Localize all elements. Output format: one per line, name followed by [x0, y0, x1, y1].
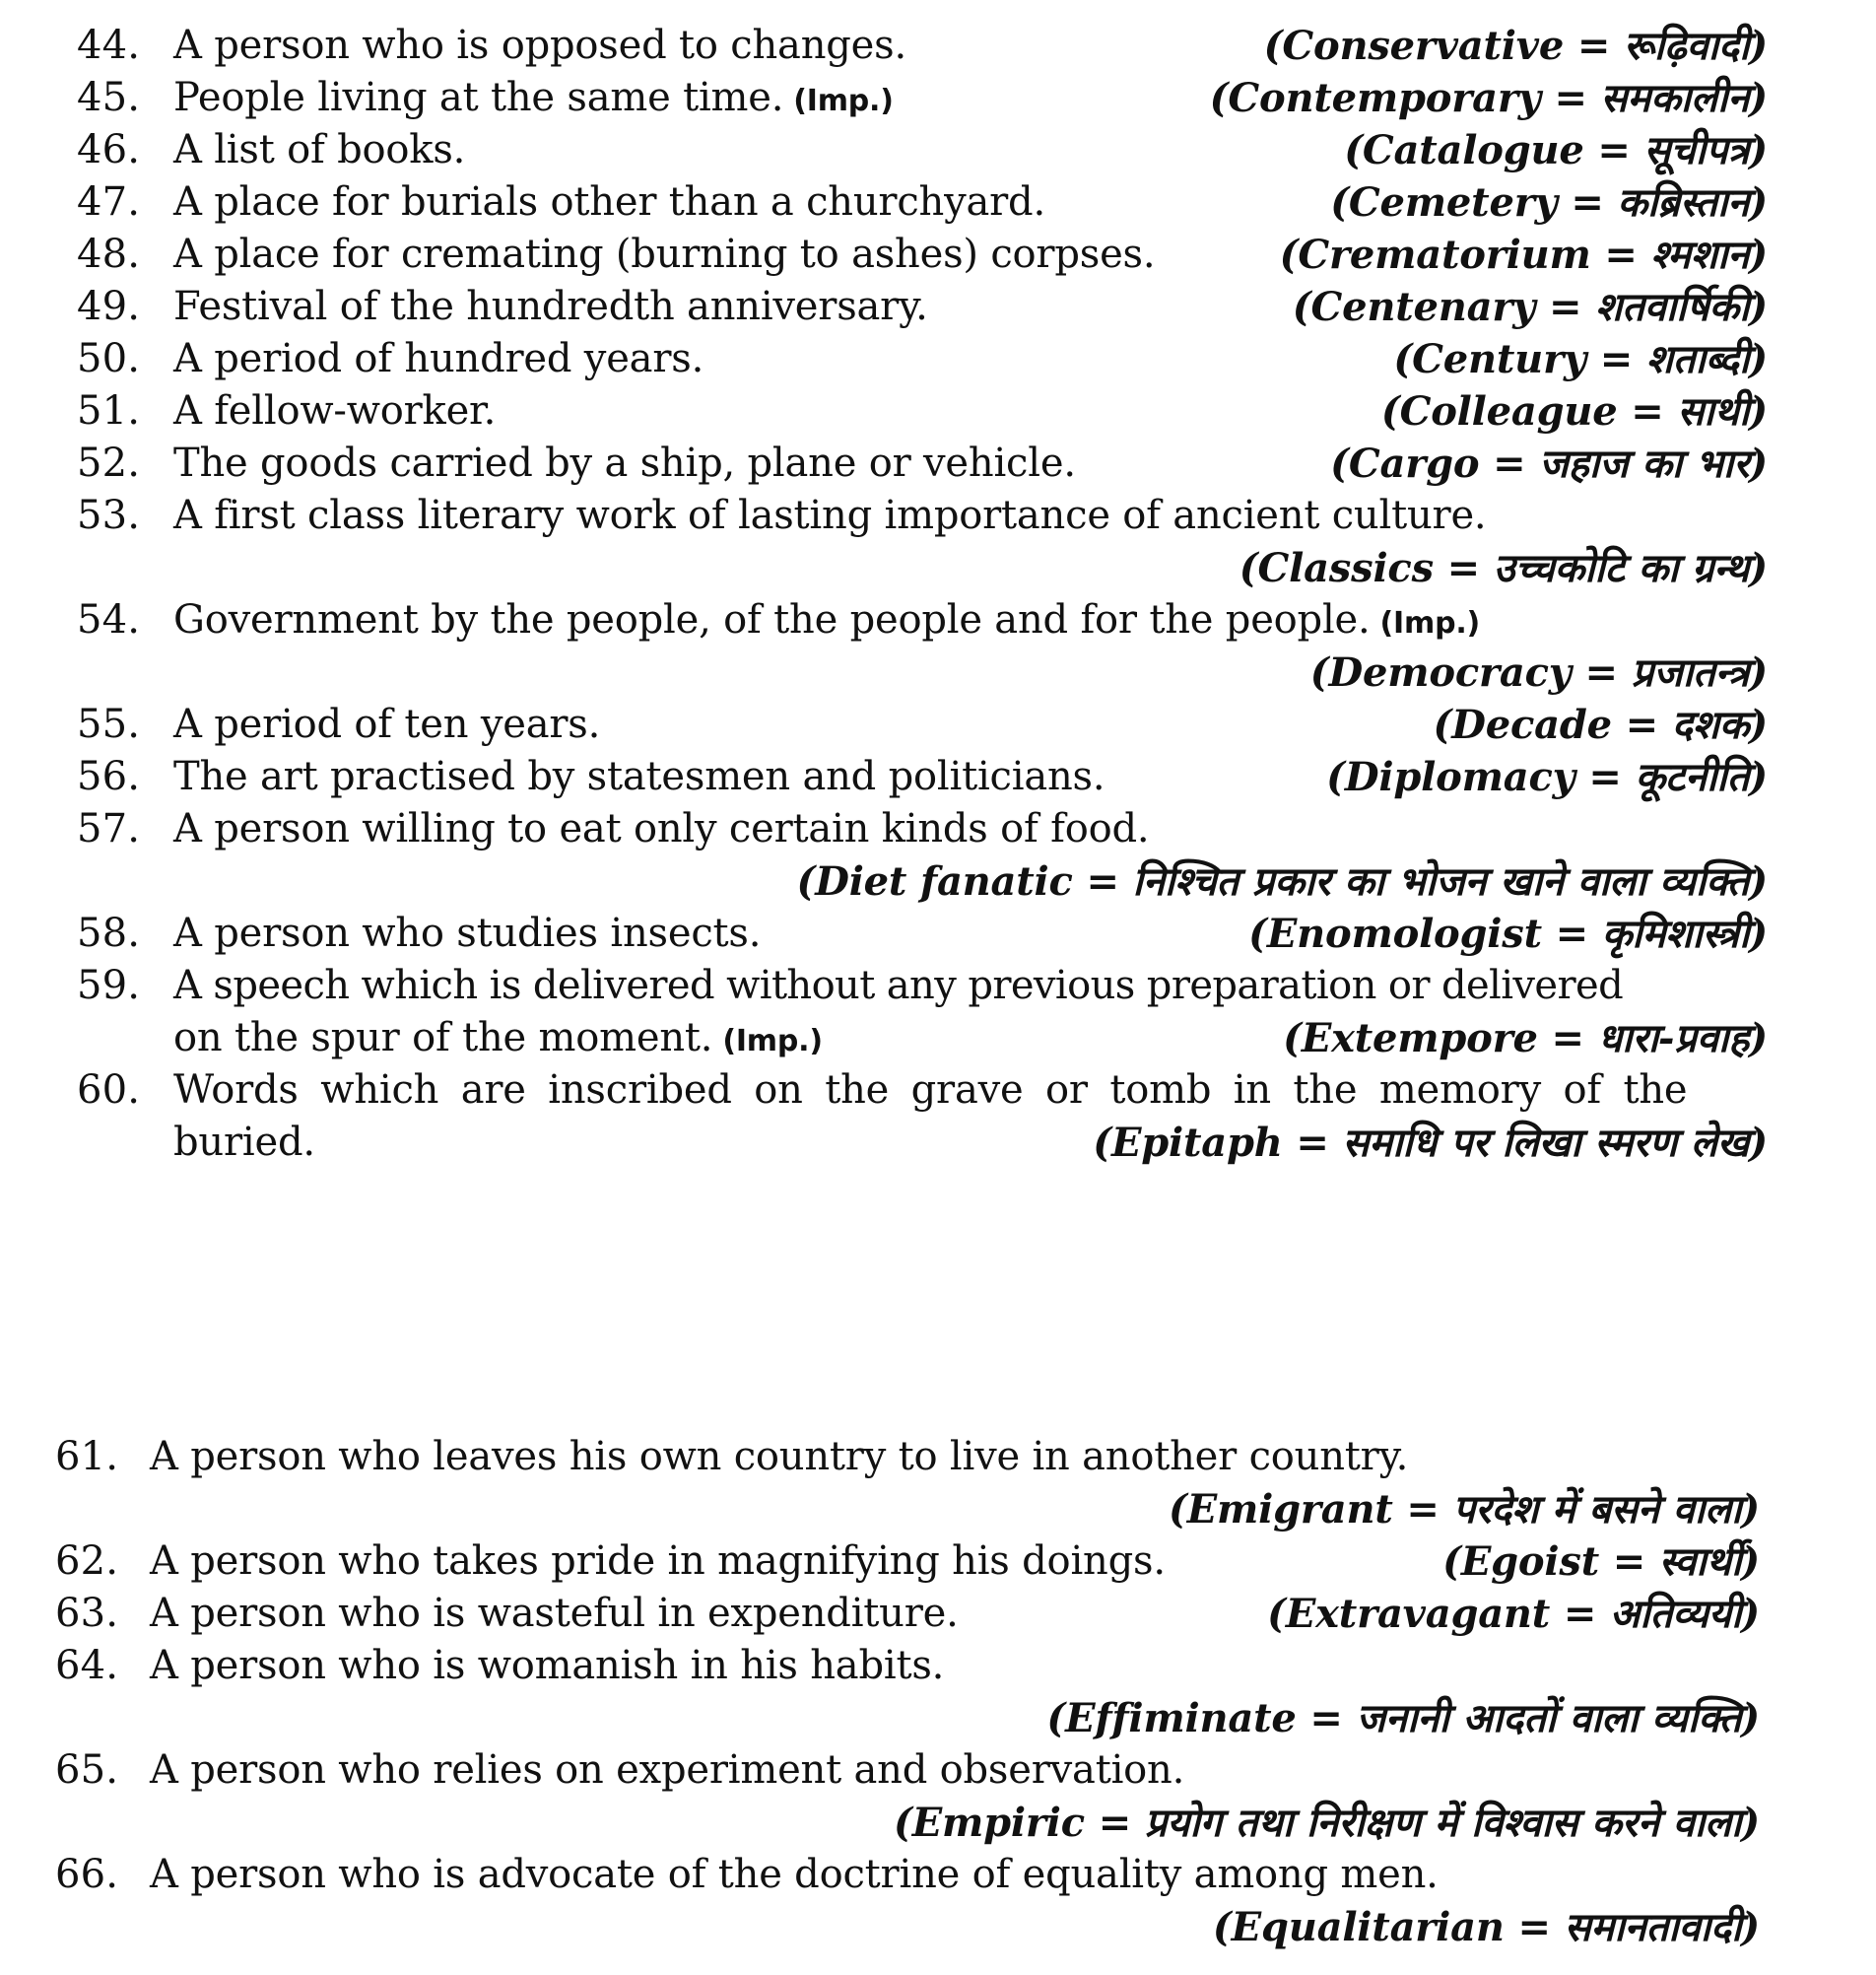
answer-word: Centenary	[1310, 284, 1536, 330]
open-paren: (	[1442, 1538, 1461, 1585]
item-definition	[173, 20, 906, 72]
answer-hindi: समानतावादी	[1564, 1904, 1742, 1950]
item-number: 53.	[77, 493, 141, 538]
item-answer	[1330, 176, 1768, 229]
open-paren: (	[1309, 649, 1329, 696]
answer-hindi: कूटनीति	[1635, 754, 1750, 800]
close-paren: )	[1749, 75, 1768, 121]
answer-hindi: प्रजातन्त्र	[1631, 649, 1750, 696]
list-item	[0, 72, 1876, 124]
close-paren: )	[1749, 441, 1768, 487]
answer-word: Democracy	[1328, 649, 1572, 696]
answer-line	[0, 1797, 1876, 1849]
item-definition	[173, 594, 1480, 649]
item-definition	[173, 333, 704, 385]
one-word-list-part-b	[0, 1431, 1876, 1953]
item-answer	[1240, 542, 1768, 594]
close-paren: )	[1749, 649, 1768, 696]
answer-word: Effiminate	[1065, 1695, 1297, 1741]
answer-line	[0, 647, 1876, 699]
answer-word: Extravagant	[1285, 1591, 1551, 1637]
answer-word: Century	[1412, 336, 1586, 382]
close-paren: )	[1749, 545, 1768, 591]
open-paren: (	[1267, 1591, 1286, 1637]
entries-61-66	[0, 1431, 1876, 1953]
answer-word: Diplomacy	[1344, 754, 1575, 800]
definition-line	[0, 1744, 1876, 1797]
close-paren: )	[1741, 1800, 1760, 1846]
definition-text: Government by the people, of the people and for the people.	[173, 597, 1371, 643]
item-definition	[150, 1640, 944, 1692]
answer-hindi: श्मशान	[1650, 232, 1750, 278]
equals-sign: =	[1554, 75, 1587, 121]
open-paren: (	[1248, 911, 1267, 957]
item-definition	[173, 229, 1155, 281]
close-paren: )	[1749, 858, 1768, 905]
answer-line	[0, 1901, 1876, 1953]
close-paren: )	[1741, 1538, 1760, 1585]
list-item	[0, 699, 1876, 751]
item-answer	[1248, 908, 1768, 960]
item-answer	[1330, 438, 1768, 490]
item-definition	[173, 72, 894, 127]
item-number: 51.	[77, 388, 141, 434]
definition-text: A place for cremating (burning to ashes) corpses.	[173, 232, 1156, 277]
equals-sign: =	[1563, 1591, 1597, 1637]
open-paren: (	[1330, 441, 1349, 487]
answer-word: Empiric	[911, 1800, 1085, 1846]
close-paren: )	[1741, 1486, 1760, 1532]
list-item-60	[0, 1064, 1876, 1169]
equals-sign: =	[1631, 388, 1664, 435]
answer-word: Classics	[1257, 545, 1434, 591]
answer-word: Decade	[1451, 702, 1612, 748]
item-number: 61.	[55, 1434, 119, 1479]
definition-text: A person who leaves his own country to live in another country.	[150, 1434, 1409, 1479]
definition-text: A fellow-worker.	[173, 388, 497, 434]
open-paren: (	[796, 858, 816, 905]
equals-sign: =	[1309, 1695, 1343, 1741]
close-paren: )	[1749, 388, 1768, 435]
list-item	[0, 490, 1876, 594]
definition-line	[0, 438, 1876, 490]
definition-text: A first class literary work of lasting importance of ancient culture.	[173, 493, 1487, 538]
item-answer	[1381, 385, 1768, 438]
answer-line	[0, 855, 1876, 908]
open-paren: (	[1263, 23, 1283, 69]
definition-line	[0, 20, 1876, 72]
item-answer	[1393, 333, 1768, 385]
item-number: 59.	[77, 963, 141, 1008]
equals-sign: =	[1597, 127, 1631, 173]
equals-sign: =	[1549, 284, 1582, 330]
definition-text: A list of books.	[173, 127, 466, 172]
definition-text: People living at the same time.	[173, 75, 784, 120]
item-definition	[173, 124, 465, 176]
answer-word: Contemporary	[1228, 75, 1541, 121]
definition-line	[0, 72, 1876, 124]
definition-text: on the spur of the moment.	[173, 1015, 713, 1060]
item-definition-line-2	[173, 1012, 823, 1067]
close-paren: )	[1749, 284, 1768, 330]
list-item	[0, 1588, 1876, 1640]
entries-44-58	[0, 20, 1876, 960]
list-item	[0, 20, 1876, 72]
answer-word: Equalitarian	[1231, 1904, 1505, 1950]
item-number: 50.	[77, 336, 141, 381]
item-number: 47.	[77, 179, 141, 225]
item-number: 44.	[77, 23, 141, 68]
definition-line	[0, 594, 1876, 647]
definition-line	[0, 1588, 1876, 1640]
answer-hindi: दशक	[1671, 702, 1750, 748]
definition-line	[0, 1535, 1876, 1588]
open-paren: (	[1279, 232, 1299, 278]
open-paren: (	[1046, 1695, 1066, 1741]
answer-hindi: समकालीन	[1600, 75, 1750, 121]
item-number: 58.	[77, 911, 141, 956]
list-item-59	[0, 960, 1876, 1064]
important-tag: (Imp.)	[722, 1024, 823, 1058]
equals-sign: =	[1406, 1486, 1440, 1532]
definition-text: A period of ten years.	[173, 702, 601, 747]
item-number: 66.	[55, 1852, 119, 1897]
equals-sign: =	[1517, 1904, 1551, 1950]
list-item	[0, 229, 1876, 281]
item-definition	[150, 1744, 1184, 1797]
answer-word: Emigrant	[1186, 1486, 1393, 1532]
one-word-list-part-a	[0, 20, 1876, 1169]
item-answer	[1210, 72, 1768, 124]
equals-sign: =	[1555, 911, 1588, 957]
definition-text: A person who is opposed to changes.	[173, 23, 906, 68]
important-tag: (Imp.)	[1379, 606, 1481, 641]
equals-sign: =	[1612, 1538, 1646, 1585]
list-item	[0, 1535, 1876, 1588]
close-paren: )	[1749, 179, 1768, 226]
item-definition-line-1: A speech which is delivered without any previous preparation or delivered	[173, 963, 1624, 1008]
answer-hindi: रूढ़िवादी	[1623, 23, 1750, 69]
definition-line	[0, 803, 1876, 855]
item-answer	[1310, 647, 1768, 699]
item-number: 48.	[77, 232, 141, 277]
answer-word: Egoist	[1460, 1538, 1599, 1585]
definition-text: A person who relies on experiment and observation.	[150, 1747, 1185, 1793]
definition-line	[0, 699, 1876, 751]
answer-hindi: परदेश में बसने वाला	[1452, 1486, 1742, 1532]
answer-word: Cemetery	[1348, 179, 1558, 226]
close-paren: )	[1749, 336, 1768, 382]
list-item	[0, 124, 1876, 176]
equals-sign: =	[1588, 754, 1622, 800]
answer-line	[0, 542, 1876, 594]
open-paren: (	[1344, 127, 1363, 173]
definition-line	[0, 908, 1876, 960]
definition-text: The art practised by statesmen and politicians.	[173, 754, 1106, 799]
item-definition	[173, 699, 600, 751]
answer-line	[0, 1692, 1876, 1744]
item-number: 49.	[77, 284, 141, 329]
open-paren: (	[1292, 284, 1311, 330]
equals-sign: =	[1576, 23, 1611, 69]
answer-hindi: सूचीपत्र	[1643, 127, 1750, 173]
list-item	[0, 1744, 1876, 1849]
equals-sign: =	[1599, 336, 1634, 382]
answer-hindi: शतवार्षिकी	[1595, 284, 1750, 330]
answer-hindi: शताब्दी	[1645, 336, 1750, 382]
item-number: 54.	[77, 597, 141, 643]
list-item	[0, 803, 1876, 908]
answer-word: Extempore	[1301, 1015, 1538, 1061]
definition-text: A person who is advocate of the doctrine of equality among men.	[150, 1852, 1439, 1897]
close-paren: )	[1749, 702, 1768, 748]
item-answer	[1264, 20, 1768, 72]
equals-sign: =	[1625, 702, 1658, 748]
list-item	[0, 438, 1876, 490]
item-answer	[1326, 751, 1768, 803]
list-item	[0, 594, 1876, 699]
definition-line	[0, 490, 1876, 542]
item-definition	[173, 385, 496, 438]
item-number: 65.	[55, 1747, 119, 1793]
answer-hindi: अतिव्ययी	[1609, 1591, 1742, 1637]
open-paren: (	[1380, 388, 1400, 435]
list-item	[0, 751, 1876, 803]
answer-hindi: कब्रिस्तान	[1617, 179, 1750, 226]
list-item	[0, 1849, 1876, 1953]
item-answer	[1442, 1535, 1760, 1588]
answer-word: Diet fanatic	[815, 858, 1073, 905]
definition-line	[0, 176, 1876, 229]
close-paren: )	[1749, 754, 1768, 800]
list-item	[0, 385, 1876, 438]
item-definition	[150, 1535, 1166, 1588]
definition-line	[0, 751, 1876, 803]
item-answer: (Epitaph = समाधि पर लिखा स्मरण लेख)	[1093, 1120, 1768, 1166]
definition-text: A person who is wasteful in expenditure.	[150, 1591, 959, 1636]
close-paren: )	[1749, 127, 1768, 173]
item-number: 63.	[55, 1591, 119, 1636]
answer-word: Enomologist	[1266, 911, 1542, 957]
equals-sign: =	[1604, 232, 1638, 278]
definition-line	[0, 281, 1876, 333]
answer-word: Catalogue	[1362, 127, 1584, 173]
item-answer	[894, 1797, 1760, 1849]
open-paren: (	[1393, 336, 1413, 382]
item-definition	[173, 751, 1105, 803]
item-number: 62.	[55, 1538, 119, 1584]
item-answer	[1280, 229, 1768, 281]
item-number: 52.	[77, 441, 141, 486]
item-answer	[1293, 281, 1768, 333]
answer-hindi: कृमिशास्त्री	[1601, 911, 1750, 957]
item-definition	[173, 176, 1045, 229]
equals-sign: =	[1493, 441, 1526, 487]
item-answer	[1344, 124, 1768, 176]
list-item	[0, 176, 1876, 229]
item-answer	[1046, 1692, 1760, 1744]
answer-hindi: साथी	[1677, 388, 1750, 435]
definition-text: A period of hundred years.	[173, 336, 704, 381]
item-number: 64.	[55, 1643, 119, 1688]
close-paren: )	[1749, 23, 1768, 69]
definition-text: A person who studies insects.	[173, 911, 762, 956]
item-answer: (Extempore = धारा-प्रवाह)	[1283, 1015, 1768, 1061]
item-definition	[173, 803, 1149, 855]
item-definition	[150, 1588, 959, 1640]
item-number: 57.	[77, 806, 141, 851]
answer-word: Crematorium	[1298, 232, 1591, 278]
definition-line	[0, 385, 1876, 438]
equals-sign: =	[1086, 858, 1119, 905]
answer-hindi: निश्चित प्रकार का भोजन खाने वाला व्यक्ति	[1132, 858, 1750, 905]
open-paren: (	[1326, 754, 1345, 800]
answer-hindi: जहाज का भार	[1539, 441, 1750, 487]
answer-hindi: समाधि पर लिखा स्मरण लेख	[1342, 1120, 1750, 1166]
answer-line	[0, 1483, 1876, 1535]
definition-text: A place for burials other than a churchyard.	[173, 179, 1045, 225]
open-paren: (	[1209, 75, 1229, 121]
answer-word: Conservative	[1282, 23, 1565, 69]
list-item	[0, 908, 1876, 960]
item-answer	[1434, 699, 1768, 751]
equals-sign: =	[1571, 179, 1604, 226]
item-definition-line-1: Words which are inscribed on the grave or tomb in the memory of the	[173, 1067, 1688, 1113]
item-number: 45.	[77, 75, 141, 120]
item-number: 60.	[77, 1067, 141, 1113]
item-definition	[173, 438, 1076, 490]
item-answer	[1213, 1901, 1760, 1953]
definition-text: A person who takes pride in magnifying his doings.	[150, 1538, 1166, 1584]
open-paren: (	[1169, 1486, 1187, 1532]
definition-line	[0, 229, 1876, 281]
item-answer	[796, 855, 1768, 908]
item-number: 56.	[77, 754, 141, 799]
item-definition	[173, 490, 1486, 542]
answer-word: Colleague	[1399, 388, 1618, 435]
definition-line	[0, 1431, 1876, 1483]
item-answer	[1267, 1588, 1760, 1640]
list-item	[0, 333, 1876, 385]
equals-sign: =	[1584, 649, 1618, 696]
item-definition	[173, 281, 928, 333]
item-definition	[150, 1431, 1408, 1483]
close-paren: )	[1741, 1695, 1760, 1741]
item-definition	[173, 908, 761, 960]
item-number: 46.	[77, 127, 141, 172]
open-paren: (	[1330, 179, 1349, 226]
answer-hindi: प्रयोग तथा निरीक्षण में विश्वास करने वाला	[1144, 1800, 1742, 1846]
list-item	[0, 281, 1876, 333]
item-definition	[150, 1849, 1439, 1901]
open-paren: (	[1212, 1904, 1232, 1950]
definition-line	[0, 1640, 1876, 1692]
equals-sign: =	[1098, 1800, 1132, 1846]
definition-line	[0, 124, 1876, 176]
answer-hindi: जनानी आदतों वाला व्यक्ति	[1356, 1695, 1742, 1741]
item-answer	[1169, 1483, 1760, 1535]
answer-hindi: स्वार्थी	[1658, 1538, 1742, 1585]
item-definition-line-2: buried.	[173, 1120, 315, 1165]
definition-text: The goods carried by a ship, plane or vehicle.	[173, 441, 1076, 486]
answer-hindi: उच्चकोटि का ग्रन्थ	[1493, 545, 1750, 591]
answer-word: Cargo	[1348, 441, 1480, 487]
close-paren: )	[1749, 911, 1768, 957]
definition-line	[0, 333, 1876, 385]
definition-text: A person willing to eat only certain kinds of food.	[173, 806, 1150, 851]
open-paren: (	[1239, 545, 1258, 591]
definition-text: A person who is womanish in his habits.	[150, 1643, 945, 1688]
equals-sign: =	[1446, 545, 1480, 591]
definition-line	[0, 1849, 1876, 1901]
item-number: 55.	[77, 702, 141, 747]
answer-word: Epitaph	[1110, 1120, 1283, 1166]
definition-text: Festival of the hundredth anniversary.	[173, 284, 928, 329]
close-paren: )	[1749, 232, 1768, 278]
open-paren: (	[1433, 702, 1452, 748]
list-item	[0, 1640, 1876, 1744]
answer-hindi: धारा-प्रवाह	[1597, 1015, 1750, 1061]
close-paren: )	[1741, 1591, 1760, 1637]
important-tag: (Imp.)	[793, 84, 894, 118]
list-item	[0, 1431, 1876, 1535]
close-paren: )	[1741, 1904, 1760, 1950]
open-paren: (	[894, 1800, 912, 1846]
